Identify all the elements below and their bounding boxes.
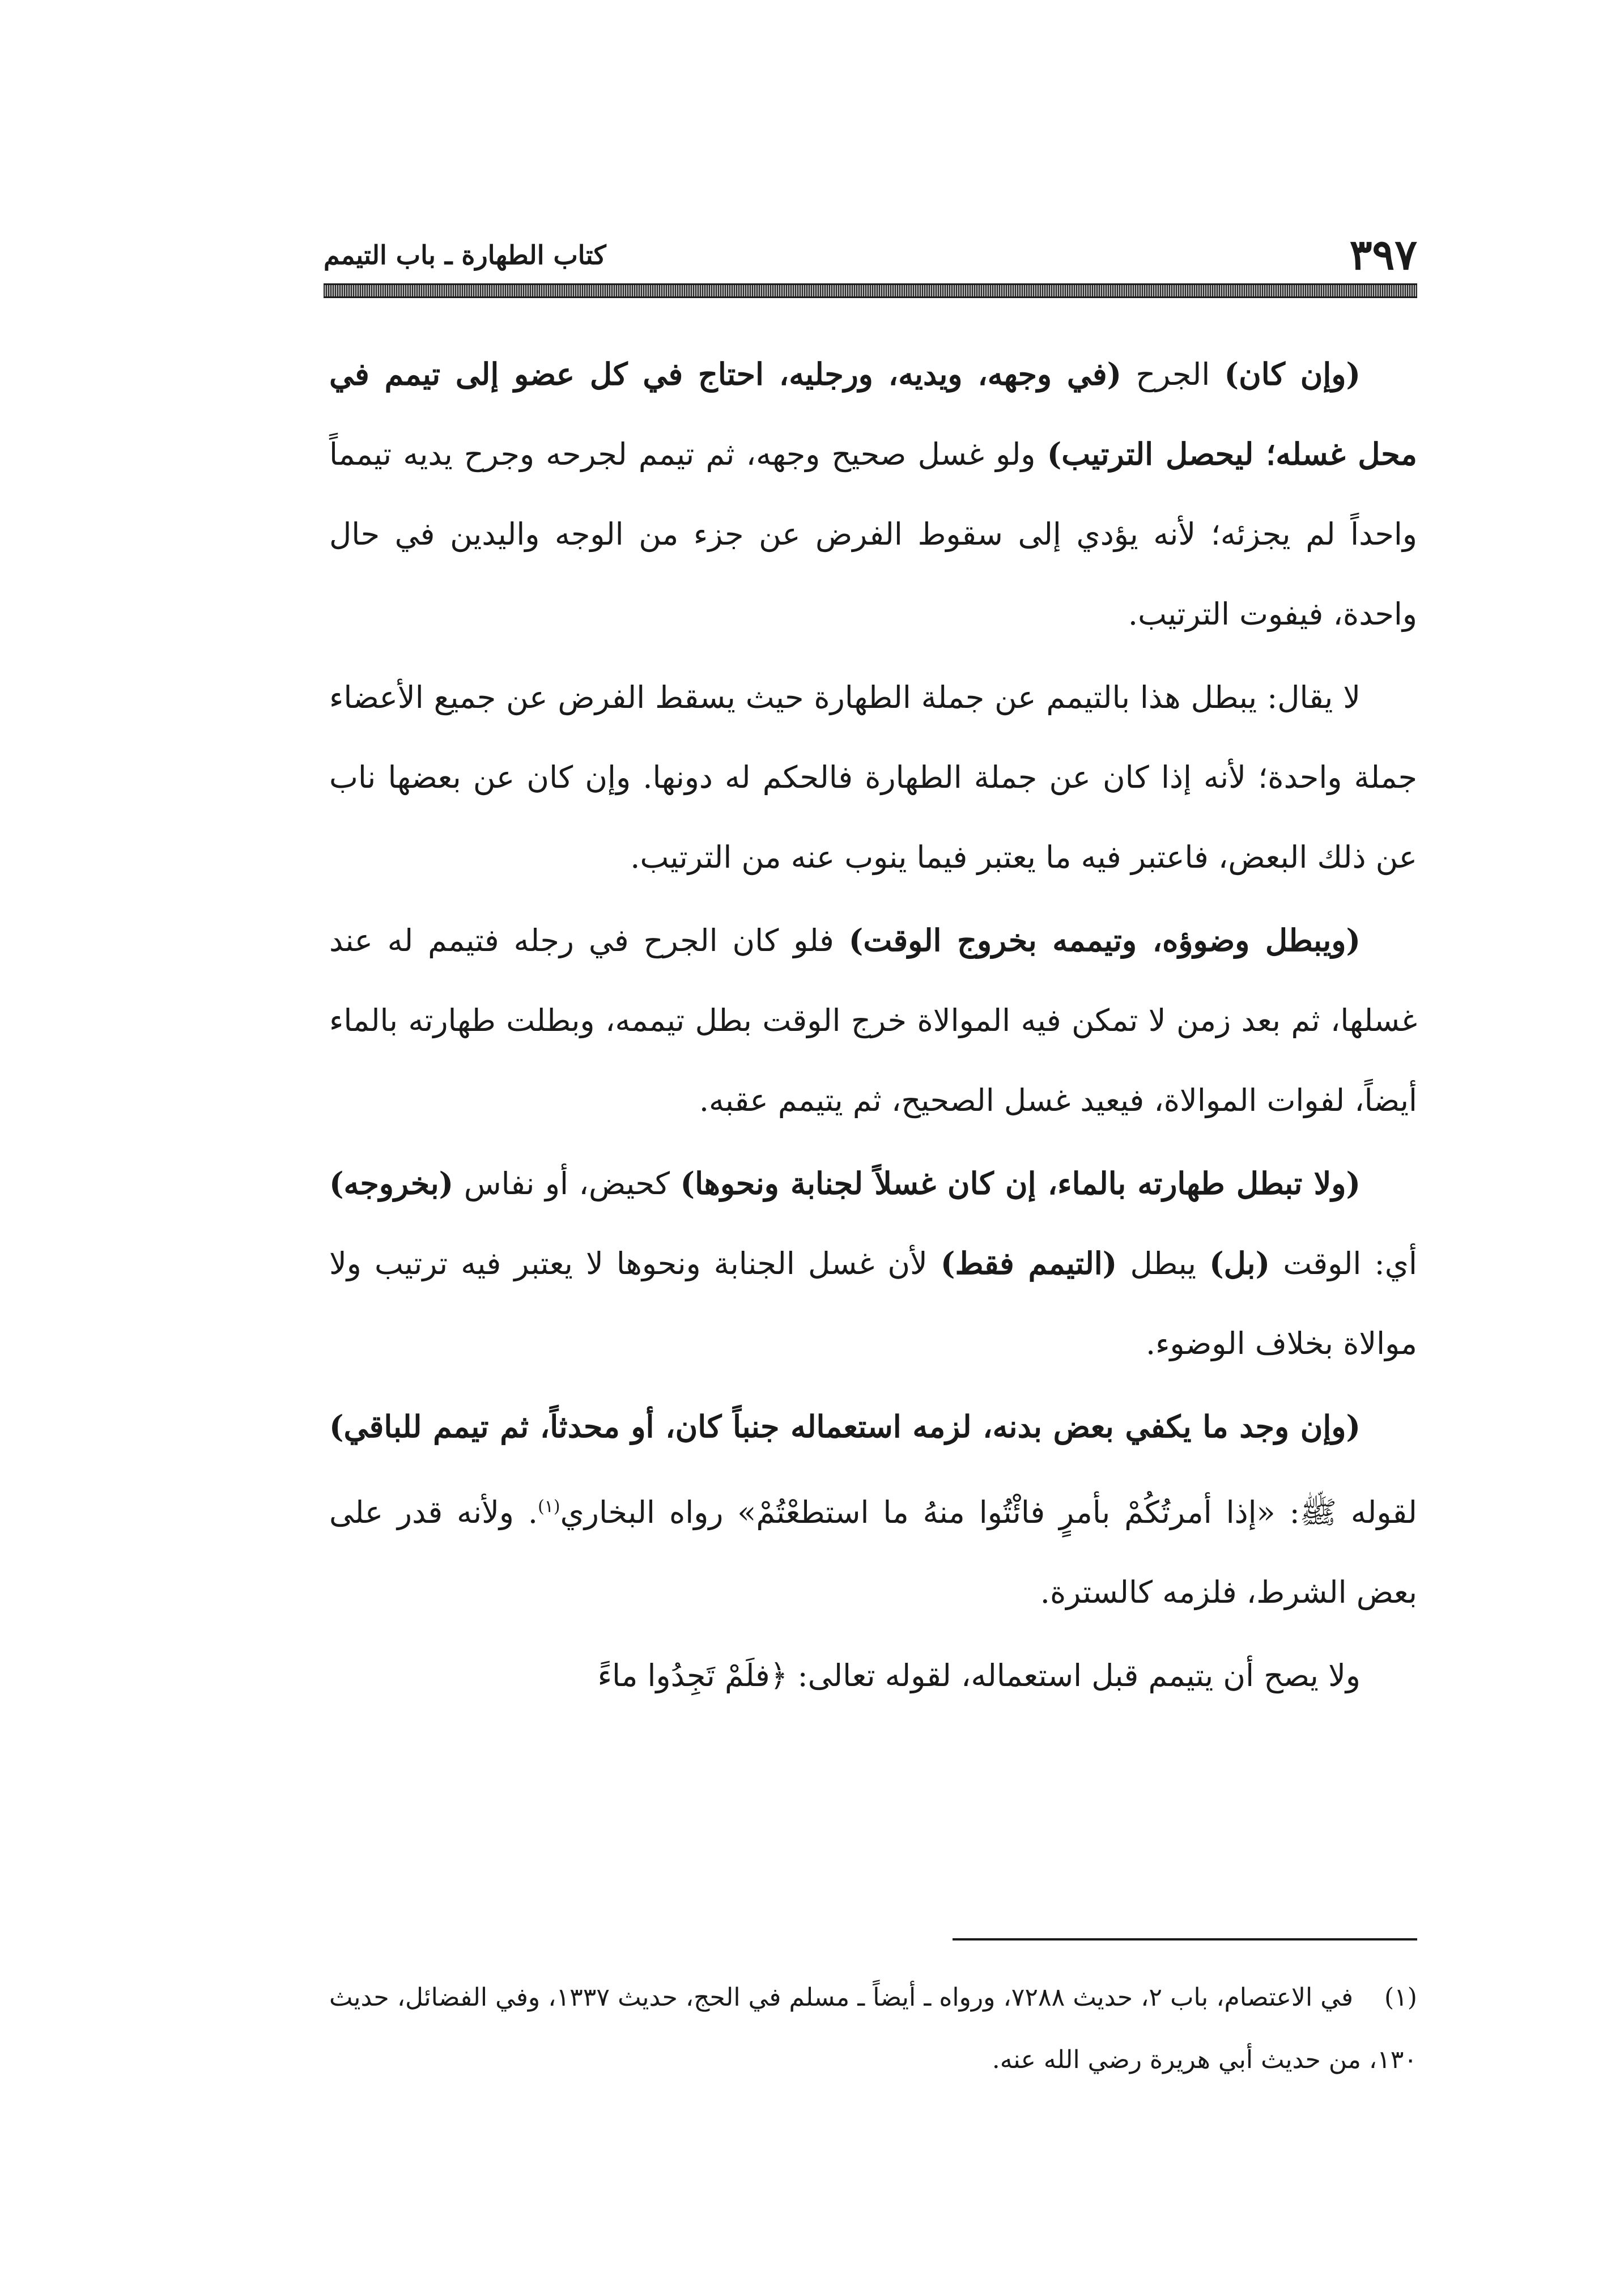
page-number: ٣٩٧ bbox=[1349, 231, 1417, 279]
matn-text: (التيمم فقط) bbox=[940, 1245, 1117, 1281]
sharh-text: يبطل bbox=[1117, 1246, 1210, 1281]
matn-text: (ويبطل وضوؤه، وتيممه بخروج الوقت) bbox=[848, 922, 1361, 958]
sharh-text: فلو كان الجرح في رجله فتيمم له عند غسلها، ثم بعد زمن لا تمكن فيه الموالاة خرج الوقت بطل تيممه، وبطلت طهارته بالماء أيضاً، لفوات الموالاة، فيعيد غسل الصحيح، ثم يتيمم عقبه. bbox=[329, 923, 1417, 1118]
sharh-text: ولو غسل صحيح وجهه، ثم تيمم لجرحه وجرح يديه تيمماً واحداً لم يجزئه؛ لأنه يؤدي إلى سقوط الفرض عن جزء من الوجه واليدين في حال واحدة، فيفوت الترتيب. bbox=[329, 436, 1417, 632]
sharh-text: أي: الوقت bbox=[1270, 1246, 1417, 1281]
sharh-text: كحيض، أو نفاس bbox=[453, 1166, 681, 1201]
sharh-text: . ولأنه قدر على بعض الشرط، فلزمه كالسترة. bbox=[329, 1494, 1417, 1610]
sharh-text: لا يقال: يبطل هذا بالتيمم عن جملة الطهارة حيث يسقط الفرض عن جميع الأعضاء جملة واحدة؛ لأنه إذا كان عن جملة الطهارة فالحكم له دونها. وإن كان عن بعضها ناب عن ذلك البعض، فاعتبر فيه ما يعتبر فيما ينوب عنه من الترتيب. bbox=[329, 680, 1417, 875]
footnote-reference: (١) bbox=[538, 1497, 560, 1517]
footnote bbox=[329, 1967, 1417, 2091]
footnotes bbox=[329, 1967, 1417, 2091]
matn-text: (ولا تبطل طهارته بالماء، إن كان غسلاً لجنابة ونحوها) bbox=[680, 1165, 1361, 1201]
footnote-marker: (١) bbox=[1384, 1983, 1417, 2012]
matn-text: (في وجهه، ويديه، ورجليه، احتاج في كل عضو إلى تيمم في محل غسله؛ ليحصل الترتيب) bbox=[329, 356, 1417, 472]
paragraph bbox=[329, 334, 1417, 654]
matn-text: (بل) bbox=[1209, 1245, 1270, 1281]
paragraph bbox=[329, 901, 1417, 1140]
sharh-text: الجرح bbox=[1121, 356, 1225, 392]
sharh-text: ولا يصح أن يتيمم قبل استعماله، لقوله تعالى: ﴿فلَمْ تَجِدُوا ماءً bbox=[597, 1658, 1361, 1693]
sharh-text: لأن غسل الجنابة ونحوها لا يعتبر فيه ترتيب ولا موالاة بخلاف الوضوء. bbox=[329, 1246, 1417, 1361]
header-rule bbox=[324, 283, 1417, 298]
footnote-rule bbox=[953, 1938, 1417, 1940]
body-text bbox=[329, 334, 1417, 1719]
matn-text: (وإن كان) bbox=[1224, 356, 1361, 392]
sharh-text: لقوله ﷺ: «إذا أمرتُكُمْ بأمرٍ فائْتُوا منهُ ما استطعْتُمْ» رواه البخاري bbox=[560, 1494, 1418, 1530]
paragraph bbox=[329, 1387, 1417, 1632]
running-title: كتاب الطهارة ـ باب التيمم bbox=[324, 240, 606, 270]
paragraph bbox=[329, 1144, 1417, 1383]
footnote-text: في الاعتصام، باب ٢، حديث ٧٢٨٨، ورواه ـ أيضاً ـ مسلم في الحج، حديث ١٣٣٧، وفي الفضائل، حديث ١٣٠، من حديث أبي هريرة رضي الله عنه. bbox=[329, 1983, 1417, 2074]
page-header bbox=[324, 230, 1417, 281]
matn-text: (بخروجه) bbox=[329, 1165, 454, 1201]
paragraph bbox=[329, 657, 1417, 897]
matn-text: (وإن وجد ما يكفي بعض بدنه، لزمه استعماله جنباً كان، أو محدثاً، ثم تيمم للباقي) bbox=[329, 1408, 1361, 1445]
paragraph bbox=[329, 1636, 1417, 1715]
